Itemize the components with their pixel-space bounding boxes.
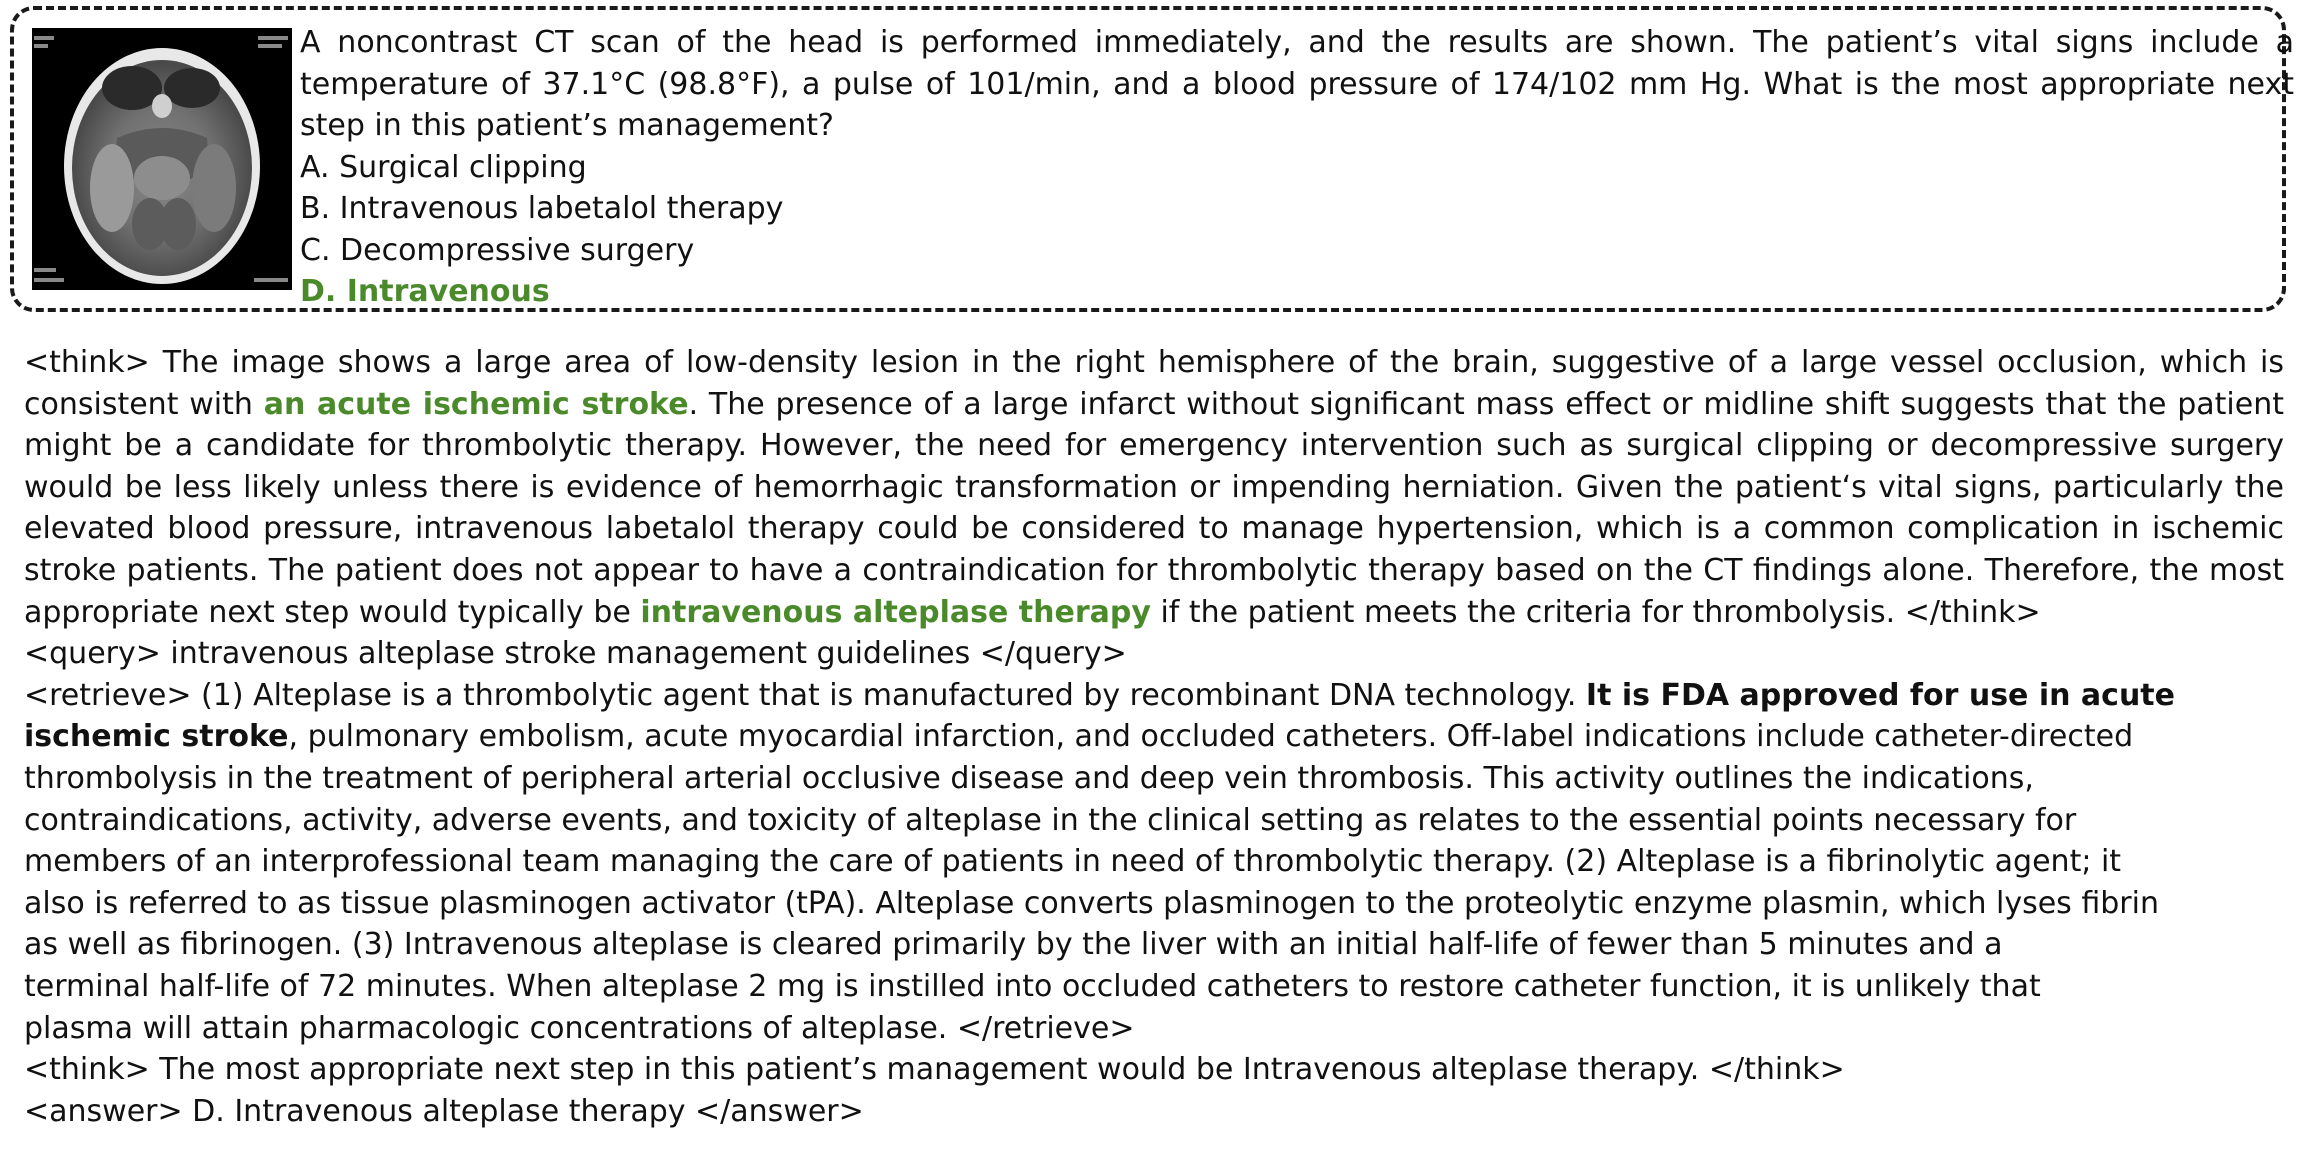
retrieve-line [24, 675, 2284, 717]
option-b: B. Intravenous labetalol therapy [300, 191, 784, 226]
retrieve-line: as well as fibrinogen. (3) Intravenous alteplase is cleared primarily by the liver with an initial half-life of fewer than 5 minutes and a [24, 927, 2003, 963]
question-stem: A noncontrast CT scan of the head is performed immediately, and the results are shown. The patient’s vital signs include a temperature of 37.1°C (98.8°F), a pulse of 101/min, and a blood pressure of 174/102 mm Hg. What is the most appropriate next step in this patient’s management? [300, 25, 2294, 143]
retrieve-line: thrombolysis in the treatment of peripheral arterial occlusive disease and deep vein thrombosis. This activity outlines the indications, [24, 760, 2034, 796]
answer-block: <answer> D. Intravenous alteplase therapy </answer> [24, 1093, 864, 1129]
retrieve-line: terminal half-life of 72 minutes. When alteplase 2 mg is instilled into occluded catheters to restore catheter function, it is unlikely that [24, 968, 2041, 1004]
retrieve-line-post: , pulmonary embolism, acute myocardial infarction, and occluded catheters. Off-label indications include catheter-directed [288, 719, 2134, 755]
retrieve-line-bold: It is FDA approved for use in acute [1585, 677, 2175, 713]
think-block-1 [24, 342, 2284, 633]
option-a: A. Surgical clipping [300, 149, 587, 185]
think1-highlight-stroke: an acute ischemic stroke [263, 386, 689, 422]
think1-text-a: <think> The image shows a large area of low-density lesion in the right hemisphere of the brain, suggestive of a large vessel occlusion, which is consistent with [24, 345, 2284, 422]
think1-highlight-alteplase: intravenous alteplase therapy [640, 594, 1151, 630]
question-box [10, 6, 2294, 312]
think-block-2: <think> The most appropriate next step in this patient’s management would be Intravenous alteplase therapy. </think> [24, 1052, 1845, 1088]
option-c: C. Decompressive surgery [300, 232, 695, 268]
question-text [300, 22, 2294, 313]
retrieve-line: plasma will attain pharmacologic concentrations of alteplase. </retrieve> [24, 1010, 1135, 1046]
query-block: <query> intravenous alteplase stroke management guidelines </query> [24, 636, 1127, 672]
retrieve-line: also is referred to as tissue plasminogen activator (tPA). Alteplase converts plasminogen to the proteolytic enzyme plasmin, which lyses fibrin [24, 885, 2159, 921]
model-response [24, 342, 2284, 1132]
retrieve-block [24, 675, 2284, 1049]
retrieve-line-text: <retrieve> (1) Alteplase is a thrombolytic agent that is manufactured by recombinant DNA technology. [24, 677, 1586, 713]
option-d-correct: D. Intravenous [300, 274, 550, 309]
retrieve-line [24, 716, 2284, 758]
retrieve-line-bold: ischemic stroke [24, 719, 289, 755]
retrieve-line: members of an interprofessional team managing the care of patients in need of thrombolytic therapy. (2) Alteplase is a fibrinolytic agent; it [24, 844, 2122, 880]
ct-scan-image [32, 28, 292, 290]
retrieve-line: contraindications, activity, adverse events, and toxicity of alteplase in the clinical setting as relates to the essential points necessary for [24, 802, 2077, 838]
think1-text-b: . The presence of a large infarct without significant mass effect or midline shift suggests that the patient might be a candidate for thrombolytic therapy. However, the need for emergency intervention such as surgical clipping or decompressive surgery would be less likely unless there is evidence of hemorrhagic transformation or impending herniation. Given the patient‘s vital signs, particularly the elevated blood pressure, intravenous labetalol therapy could be considered to manage hypertension, which is a common complication in ischemic stroke patients. The patient does not appear to have a contraindication for thrombolytic therapy based on the CT findings alone. Therefore, the most appropriate next step would typically be [24, 386, 2284, 630]
think1-text-c: if the patient meets the criteria for thrombolysis. </think> [1150, 594, 2041, 630]
